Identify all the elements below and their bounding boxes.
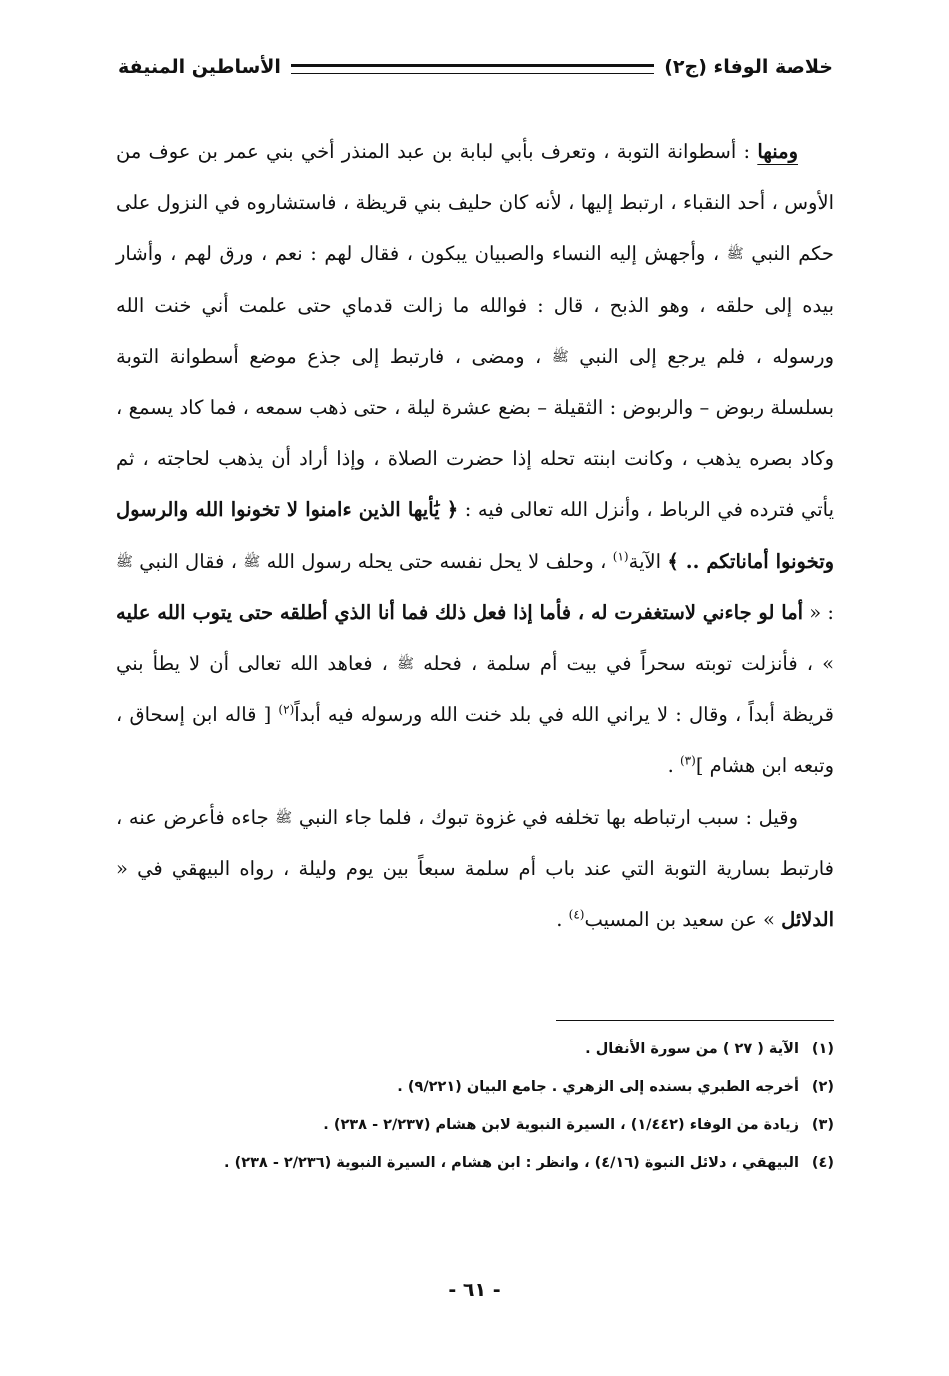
text-run: » ، فأنزلت توبته سحراً في بيت أم سلمة ، فحله [423,652,835,676]
honorific-glyph: ﷺ [116,553,133,570]
footnote-item [150,1106,834,1144]
paragraph-1 [116,126,834,792]
text-run: : أسطوانة التوبة ، وتعرف بأبي لبابة بن عبد المنذر أخي بني عمر بن عوف من الأوس ، أحد النقباء ، ارتبط إليها ، لأنه كان حليف بني قريظة ، فاستشاروه في النزول على حكم النبي [116,140,834,266]
footnote-divider [556,1020,834,1021]
section-title: الأساطين المنيفة [118,56,281,78]
footnote-number: (٣) [811,1117,834,1133]
page-number: - ٦١ - [448,1279,501,1301]
lead-word: ومنها [757,140,798,163]
book-reference: الدلائل [781,908,834,932]
footnote-item [150,1144,834,1182]
text-run: . [667,754,674,778]
quran-verse: ﴿ يَٰأيها الذين ءامنوا لا تخونوا الله والرسول وتخونوا أماناتكم .. ﴾ [116,498,835,573]
honorific-glyph: ﷺ [275,809,293,826]
text-run: ، وحلف لا يحل نفسه حتى يحله رسول الله [266,549,607,573]
main-text [116,126,834,945]
text-run: [ قاله ابن إسحاق ، وتبعه ابن هشام ] [116,703,834,778]
header-rule [291,64,654,74]
footnote-item [150,1030,834,1068]
footnote-item [150,1068,834,1106]
honorific-glyph: ﷺ [397,656,414,673]
footnote-text: البيهقي ، دلائل النبوة (٤/١٦) ، وانظر : ابن هشام ، السيرة النبوية (٢/٢٣٦ - ٢٣٨) . [224,1155,799,1171]
footnote-ref-2: (٢) [278,702,295,717]
text-run: ، فقال النبي [139,549,237,573]
footnote-number: (٤) [811,1155,834,1171]
footnote-text: الآية ( ٢٧ ) من سورة الأنفال . [585,1041,799,1057]
text-run: الآية [628,549,662,573]
book-title: خلاصة الوفاء (ج٢) [664,56,833,78]
text-run: » عن سعيد بن المسيب [584,908,775,932]
text-run: جاءه فأعرض عنه ، فارتبط بسارية التوبة التي عند باب أم سلمة سبعاً بين يوم وليلة ، رواه البيهقي في « [116,805,834,880]
running-header [118,52,833,82]
honorific-glyph: ﷺ [243,553,261,570]
text-run: ، فعاهد الله تعالى أن لا يطأ بني قريظة أبداً ، وقال : لا يراني الله في بلد خنت الله ورسوله فيه أبداً [116,652,834,727]
honorific-glyph: ﷺ [551,348,569,365]
footnotes [150,1030,834,1182]
footnote-text: أخرجه الطبري بسنده إلى الزهري . جامع البيان (٩/٢٢١) . [397,1079,799,1095]
text-run: : « [809,600,834,624]
honorific-glyph: ﷺ [726,246,744,263]
text-run: . [556,908,563,932]
footnote-number: (١) [811,1041,834,1057]
footnote-number: (٢) [811,1079,834,1095]
text-run: وقيل : سبب ارتباطه بها تخلفه في غزوة تبوك ، فلما جاء النبي [298,805,799,829]
hadith-quote: أما لو جاءني لاستغفرت له ، فأما إذا فعل ذلك فما أنا الذي أطلقه حتى يتوب الله عليه [116,600,804,624]
footnote-ref-4: (٤) [568,907,585,922]
text-run: ، وأجهش إليه النساء والصبيان يبكون ، فقال لهم : نعم ، ورق لهم ، وأشار بيده إلى حلقه ، وهو الذبح ، قال : فوالله ما زالت قدماي حتى علمت أني خنت الله ورسوله ، فلم يرجع إلى النبي [116,242,835,368]
text-run: ، ومضى ، فارتبط إلى جذع موضع أسطوانة التوبة بسلسلة ربوض – والربوض : الثقيلة – بضع عشرة ليلة ، حتى ذهب سمعه ، فما كاد يسمع ، وكاد بصره يذهب ، وكانت ابنته تحله إذا حضرت الصلاة ، وإذا أراد أن يذهب لحاجته ، ثم يأتي فترده في الرباط ، وأنزل الله تعالى فيه : [116,344,834,522]
footnote-ref-1: (١) [612,549,629,564]
footnote-ref-3: (٣) [679,753,696,768]
footnote-text: زيادة من الوفاء (١/٤٤٢) ، السيرة النبوية لابن هشام (٢/٢٣٧ - ٢٣٨) . [323,1117,799,1133]
paragraph-2 [116,792,834,946]
